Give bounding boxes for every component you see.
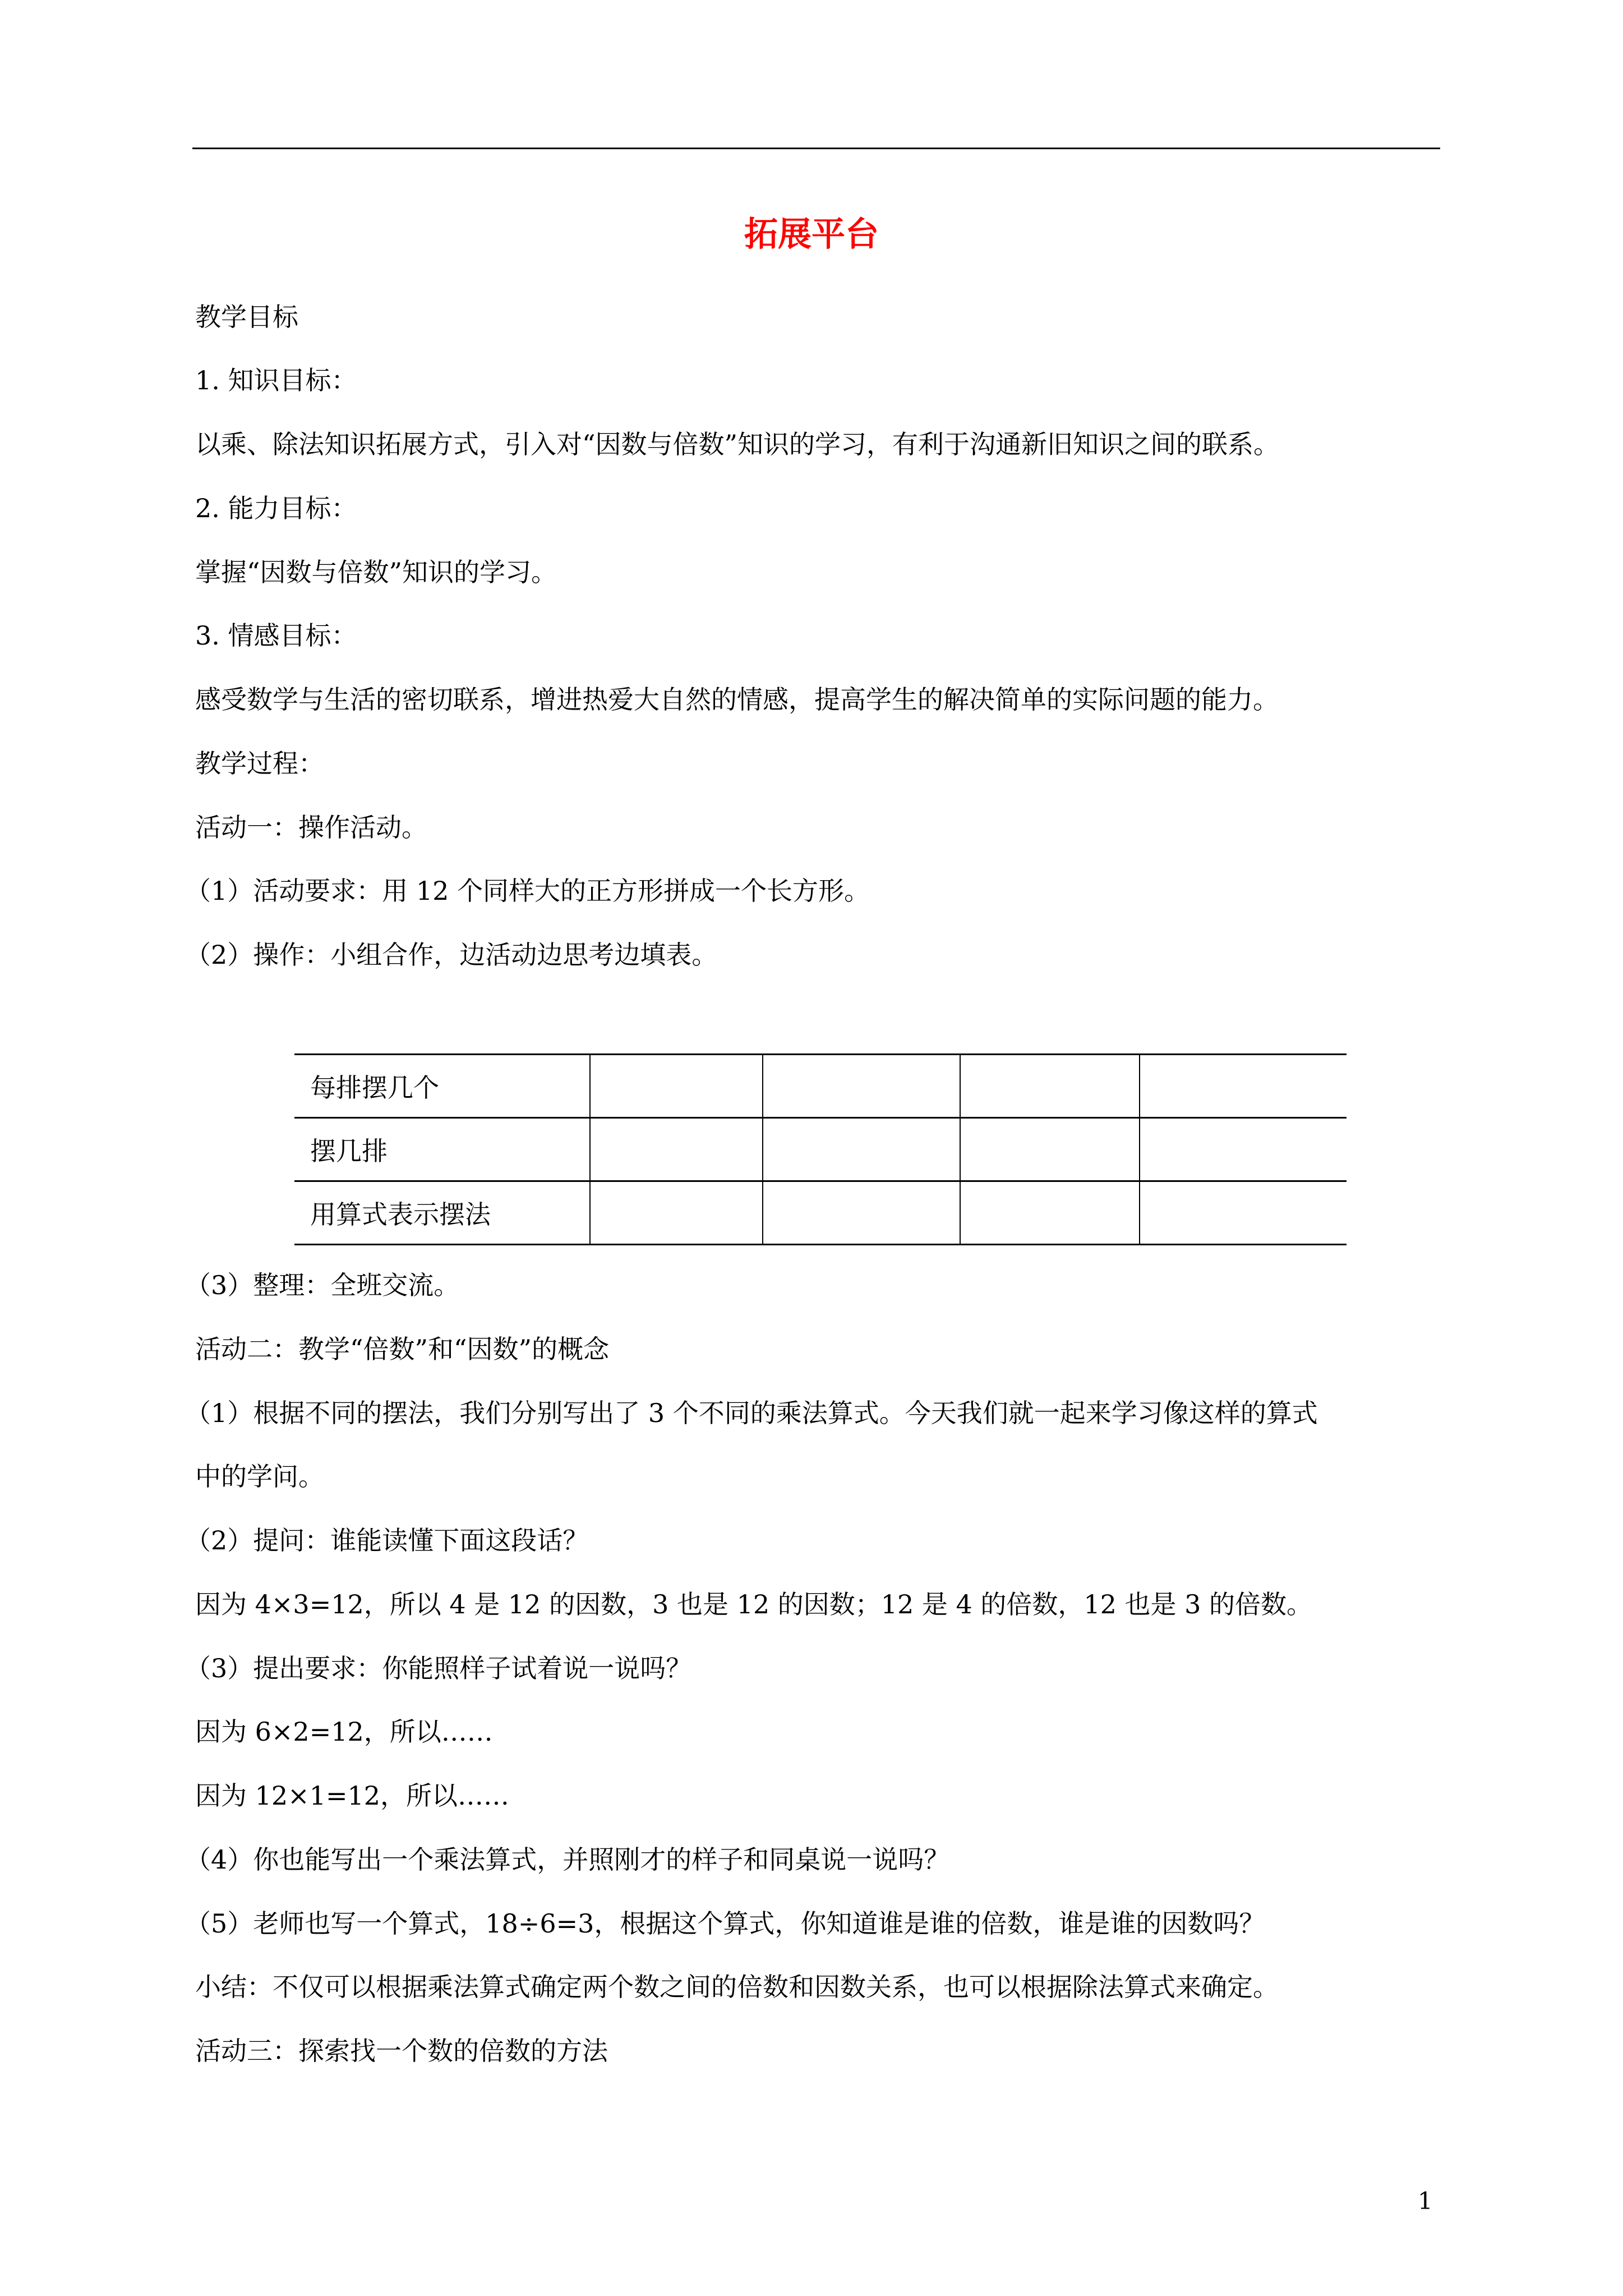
table-cell [960,1055,1140,1118]
table-cell [763,1055,960,1118]
text-line: （3）提出要求：你能照样子试着说一说吗？ [185,1653,692,1683]
table-row [294,1181,1347,1245]
text-line: 中的学问。 [195,1461,324,1492]
header-rule [192,148,1440,149]
text-line: 因为 6×2=12，所以…… [195,1717,493,1747]
text-line: 小结：不仅可以根据乘法算式确定两个数之间的倍数和因数关系，也可以根据除法算式来确定。 [195,1972,1279,2002]
table-cell [1140,1118,1347,1181]
table-cell [960,1118,1140,1181]
text-line: （1）活动要求：用 12 个同样大的正方形拼成一个长方形。 [185,876,870,906]
text-line: 活动三：探索找一个数的倍数的方法 [195,2036,608,2066]
text-line: （1）根据不同的摆法，我们分别写出了 3 个不同的乘法算式。今天我们就一起来学习像这样的算式 [185,1398,1318,1428]
text-line: （3）整理：全班交流。 [185,1270,460,1300]
text-line: 2. 能力目标： [195,493,357,523]
table-cell [590,1118,763,1181]
text-line: 活动一：操作活动。 [195,812,427,843]
text-line: 1. 知识目标： [195,365,357,395]
table-cell [1140,1181,1347,1245]
text-line: 教学过程： [195,748,324,779]
text-line: 以乘、除法知识拓展方式，引入对“因数与倍数”知识的学习，有利于沟通新旧知识之间的联系。 [195,429,1280,459]
text-line: 感受数学与生活的密切联系，增进热爱大自然的情感，提高学生的解决简单的实际问题的能力。 [195,684,1279,715]
page-number: 1 [1418,2187,1433,2215]
fill-in-table [294,1053,1347,1245]
page-title: 拓展平台 [744,215,879,254]
text-line: 活动二：教学“倍数”和“因数”的概念 [195,1334,610,1364]
text-line: 3. 情感目标： [195,620,357,651]
table-cell [960,1181,1140,1245]
table-row [294,1118,1347,1181]
text-line: 教学目标 [195,302,298,332]
table-cell [590,1055,763,1118]
table-row [294,1055,1347,1118]
text-line: 因为 4×3=12，所以 4 是 12 的因数，3 也是 12 的因数；12 是 4 的倍数，12 也是 3 的倍数。 [195,1589,1313,1619]
text-line: 掌握“因数与倍数”知识的学习。 [195,557,557,587]
table-row-label: 摆几排 [294,1118,590,1181]
text-line: （5）老师也写一个算式，18÷6=3，根据这个算式，你知道谁是谁的倍数，谁是谁的因数吗？ [185,1908,1265,1939]
table-cell [763,1181,960,1245]
table-cell [1140,1055,1347,1118]
table-cell [590,1181,763,1245]
text-line: 因为 12×1=12，所以…… [195,1780,510,1811]
text-line: （2）提问：谁能读懂下面这段话？ [185,1525,589,1556]
table-row-label: 用算式表示摆法 [294,1181,590,1245]
table-cell [763,1118,960,1181]
table-row-label: 每排摆几个 [294,1055,590,1118]
text-line: （2）操作：小组合作，边活动边思考边填表。 [185,940,718,970]
text-line: （4）你也能写出一个乘法算式，并照刚才的样子和同桌说一说吗？ [185,1844,950,1875]
